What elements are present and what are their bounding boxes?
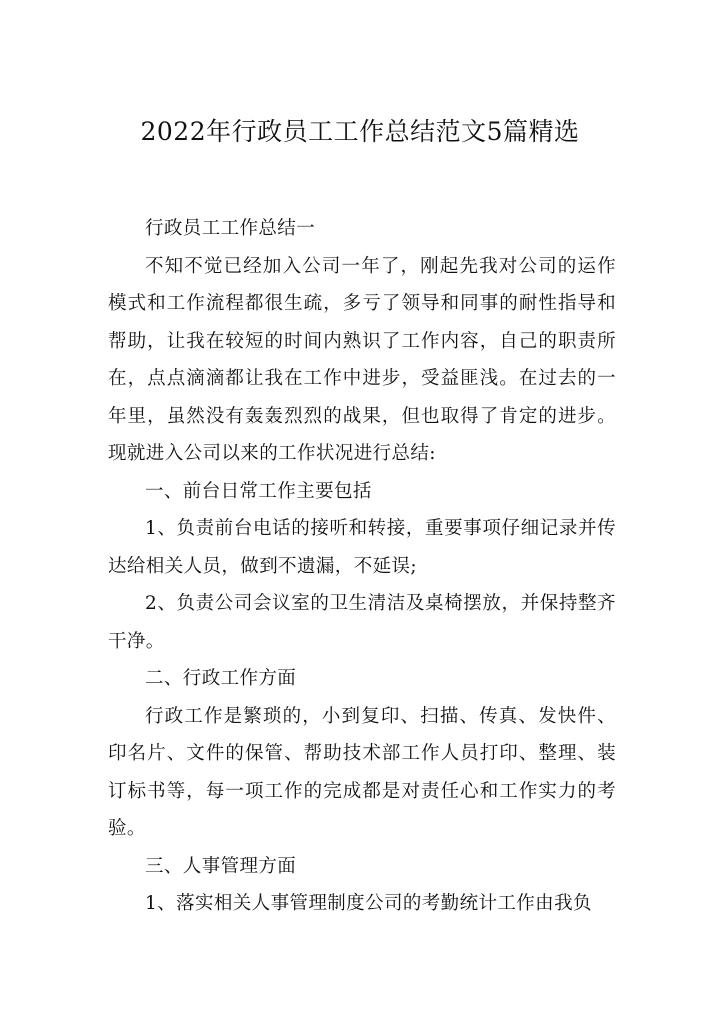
section-heading-admin: 二、行政工作方面 [145,668,297,689]
section-heading-hr: 三、人事管理方面 [145,855,297,877]
section-heading-summary-one: 行政员工工作总结一 [145,218,316,239]
intro-paragraph: 不知不觉已经加入公司一年了，刚起先我对公司的运作模式和工作流程都很生疏，多亏了领导和同事的耐性指导和帮助，让我在较短的时间内熟识了工作内容，自己的职责所在，点点滴滴都让我在工作中进步，受益匪浅。在过去的一年里，虽然没有轰轰烈烈的战果，但也取得了肯定的进步。现就进入公司以来的工作状况进行总结: [108,255,616,464]
admin-paragraph: 行政工作是繁琐的，小到复印、扫描、传真、发快件、印名片、文件的保管、帮助技术部工作人员打印、整理、装订标书等，每一项工作的完成都是对责任心和工作实力的考验。 [108,705,616,839]
document-title: 2022年行政员工工作总结范文5篇精选 [140,117,580,146]
front-desk-item-1: 1、负责前台电话的接听和转接，重要事项仔细记录并传达给相关人员，做到不遗漏，不延误; [108,518,616,577]
section-heading-front-desk: 一、前台日常工作主要包括 [145,480,372,502]
hr-item-1: 1、落实相关人事管理制度公司的考勤统计工作由我负 [145,893,592,914]
front-desk-item-2: 2、负责公司会议室的卫生清洁及桌椅摆放，并保持整齐干净。 [108,593,616,652]
document-body [108,210,616,923]
